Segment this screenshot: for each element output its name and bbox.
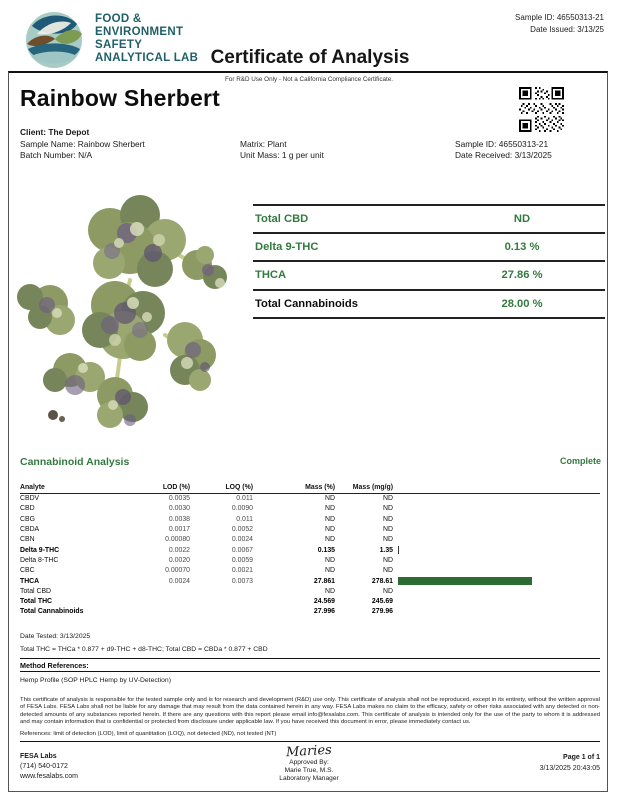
lod-cell: 0.0020	[168, 556, 190, 564]
mass-pct-cell: ND	[325, 495, 335, 503]
loq-cell: 0.011	[236, 495, 253, 503]
analyte-cell: Total THC	[20, 598, 53, 606]
mass-pct-cell: ND	[325, 505, 335, 513]
signature: Maries	[285, 742, 333, 761]
lod-cell: 0.0017	[168, 526, 190, 534]
approver-name: Marie True, M.S.	[284, 767, 334, 775]
table-row	[20, 545, 600, 555]
unit-mass-label: Unit Mass: 1 g per unit	[240, 150, 324, 160]
column-header: Analyte	[20, 483, 45, 491]
sample-name-label: Sample Name: Rainbow Sherbert	[20, 138, 145, 149]
footer-lab-contact	[20, 752, 78, 782]
table-header-row	[20, 482, 600, 494]
mass-pct-cell: ND	[325, 556, 335, 564]
lod-cell: 0.0035	[168, 495, 190, 503]
lod-cell: 0.0030	[168, 505, 190, 513]
batch-number-label: Batch Number: N/A	[20, 150, 93, 160]
loq-cell: 0.0052	[231, 526, 253, 534]
analyte-cell: Delta 9-THC	[20, 546, 60, 554]
mass-pct-cell: 24.569	[313, 598, 335, 606]
lab-name-line: ENVIRONMENT	[95, 26, 184, 38]
mass-mgg-cell: ND	[383, 526, 393, 534]
divider	[20, 741, 600, 742]
table-row	[20, 494, 600, 504]
section-title: Cannabinoid Analysis	[20, 456, 130, 468]
status-badge: Complete	[559, 456, 601, 466]
lab-name-line: SAFETY	[95, 39, 143, 51]
references-text: References: limit of detection (LOD), limit of quantitation (LOQ), not detected (ND), not tested (NT)	[20, 731, 277, 737]
summary-row	[253, 262, 605, 290]
footer-page-info	[540, 752, 600, 774]
column-header: LOQ (%)	[225, 483, 253, 491]
mass-pct-cell: ND	[325, 515, 335, 523]
lab-name-line: FOOD &	[95, 13, 142, 25]
table-row	[20, 576, 600, 586]
mass-mgg-cell: ND	[383, 587, 393, 595]
mass-pct-cell: 27.996	[313, 608, 335, 616]
summary-row	[253, 206, 605, 234]
analyte-cell: CBD	[20, 505, 35, 513]
mass-mgg-cell: ND	[383, 515, 393, 523]
mass-pct-cell: 0.135	[317, 546, 335, 554]
column-header: Mass (%)	[305, 483, 335, 491]
mass-mgg-cell: ND	[383, 567, 393, 575]
lab-logo-icon	[24, 11, 86, 74]
matrix-label: Matrix: Plant	[240, 138, 287, 149]
mass-mgg-cell: 279.96	[371, 608, 393, 616]
column-header: Mass (mg/g)	[352, 483, 393, 491]
page-number: Page 1 of 1	[563, 754, 600, 761]
client-label: Client: The Depot	[20, 127, 90, 137]
client-info	[20, 127, 145, 162]
sample-id-label: Sample ID: 46550313-21	[455, 138, 549, 149]
summary-value: 27.86 %	[501, 269, 543, 282]
footer-website: www.fesalabs.com	[20, 773, 78, 780]
summary-label: Total Cannabinoids	[255, 297, 358, 310]
approver-title: Laboratory Manager	[279, 775, 339, 783]
mass-pct-cell: ND	[325, 526, 335, 534]
mass-pct-cell: ND	[325, 536, 335, 544]
analyte-cell: THCA	[20, 577, 40, 585]
footer-approval	[229, 742, 389, 784]
method-references-title: Method References:	[20, 661, 89, 670]
analyte-cell: CBDA	[20, 526, 40, 534]
summary-label: Total CBD	[255, 213, 309, 226]
print-timestamp: 3/13/2025 20:43:05	[539, 765, 600, 772]
table-row	[20, 566, 600, 576]
potency-summary-table	[253, 204, 605, 319]
table-row	[20, 596, 600, 606]
summary-row	[253, 234, 605, 262]
approved-by-label: Approved By:	[289, 759, 329, 766]
mass-mgg-cell: ND	[383, 556, 393, 564]
table-row	[20, 524, 600, 534]
table-row	[20, 586, 600, 596]
loq-cell: 0.011	[236, 515, 253, 523]
divider	[20, 658, 600, 659]
mass-mgg-cell: ND	[383, 536, 393, 544]
document-subtitle: For R&D Use Only - Not a California Compliance Certificate.	[225, 76, 393, 83]
qr-code	[519, 87, 564, 137]
thc-formula: Total THC = THCa * 0.877 + d9-THC + d8-THC; Total CBD = CBDa * 0.877 + CBD	[20, 646, 268, 653]
table-row	[20, 504, 600, 514]
cannabinoid-table	[20, 482, 600, 617]
divider	[20, 671, 600, 672]
mass-mgg-cell: ND	[383, 495, 393, 503]
summary-value: 0.13 %	[504, 241, 540, 254]
analyte-cell: CBN	[20, 536, 35, 544]
loq-cell: 0.0024	[231, 536, 253, 544]
table-row	[20, 535, 600, 545]
sample-id-info	[455, 139, 552, 162]
header-date-issued: Date Issued: 3/13/25	[530, 25, 604, 34]
table-row	[20, 514, 600, 524]
loq-cell: 0.0073	[231, 577, 253, 585]
header-meta	[515, 12, 604, 36]
loq-cell: 0.0059	[231, 556, 253, 564]
mass-mgg-cell: 1.35	[379, 546, 393, 554]
method-reference: Hemp Profile (SOP HPLC Hemp by UV-Detection)	[20, 677, 171, 684]
analyte-cell: Total CBD	[20, 587, 52, 595]
footer-phone: (714) 540-0172	[20, 763, 68, 770]
mass-mgg-cell: 245.69	[371, 598, 393, 606]
analyte-cell: CBDV	[20, 495, 40, 503]
lod-cell: 0.0038	[168, 515, 190, 523]
date-tested: Date Tested: 3/13/2025	[20, 633, 91, 640]
lod-cell: 0.00080	[165, 536, 190, 544]
product-name: Rainbow Sherbert	[20, 85, 221, 111]
document-title: Certificate of Analysis	[210, 47, 410, 68]
footer-lab-name: FESA Labs	[20, 753, 57, 760]
summary-value: 28.00 %	[501, 297, 543, 310]
mass-pct-cell: ND	[325, 587, 335, 595]
summary-row	[253, 291, 605, 319]
date-received-label: Date Received: 3/13/2025	[455, 150, 552, 160]
lab-name-line: ANALYTICAL LAB	[95, 52, 199, 64]
summary-value: ND	[513, 213, 531, 226]
loq-cell: 0.0021	[231, 567, 253, 575]
analyte-cell: CBG	[20, 515, 35, 523]
column-header: LOD (%)	[162, 483, 190, 491]
mass-bar	[398, 577, 532, 585]
analyte-cell: CBC	[20, 567, 35, 575]
summary-label: Delta 9-THC	[255, 241, 319, 254]
table-row	[20, 607, 600, 617]
lod-cell: 0.0022	[168, 546, 190, 554]
analyte-cell: Total Cannabinoids	[20, 608, 84, 616]
mass-pct-cell: ND	[325, 567, 335, 575]
loq-cell: 0.0067	[231, 546, 253, 554]
loq-cell: 0.0090	[231, 505, 253, 513]
summary-label: THCA	[255, 269, 287, 282]
disclaimer-text: This certificate of analysis is responsible for the tested sample only and is for research and development (R&D) use only. This certificate of analysis shall not be reproduced, except in its entirety, without the written approval of FESA Labs. FESA Labs shall not be liable for any damage that may result from the data contained herein in any way. FESA Labs makes no claim to the efficacy, safety or other risks associated with any detected or non-detected amounts of any substances reported herein. If there are any questions with this report please email info@fesalabs.com. This certificate of analysis is intended only for the use of the party to whom it is addressed and may contain information that is confidential or protected from disclosure under applicable law. If you have received this document in error, please immediately contact us.	[20, 697, 600, 725]
lod-cell: 0.00070	[165, 567, 190, 575]
analyte-cell: Delta 8-THC	[20, 556, 59, 564]
mass-pct-cell: 27.861	[313, 577, 335, 585]
matrix-info	[240, 139, 324, 162]
mass-bar	[398, 546, 399, 554]
lod-cell: 0.0024	[168, 577, 190, 585]
product-photo	[15, 185, 240, 440]
header-sample-id: Sample ID: 46550313-21	[515, 13, 604, 22]
mass-mgg-cell: ND	[383, 505, 393, 513]
table-row	[20, 555, 600, 565]
mass-mgg-cell: 278.61	[371, 577, 393, 585]
